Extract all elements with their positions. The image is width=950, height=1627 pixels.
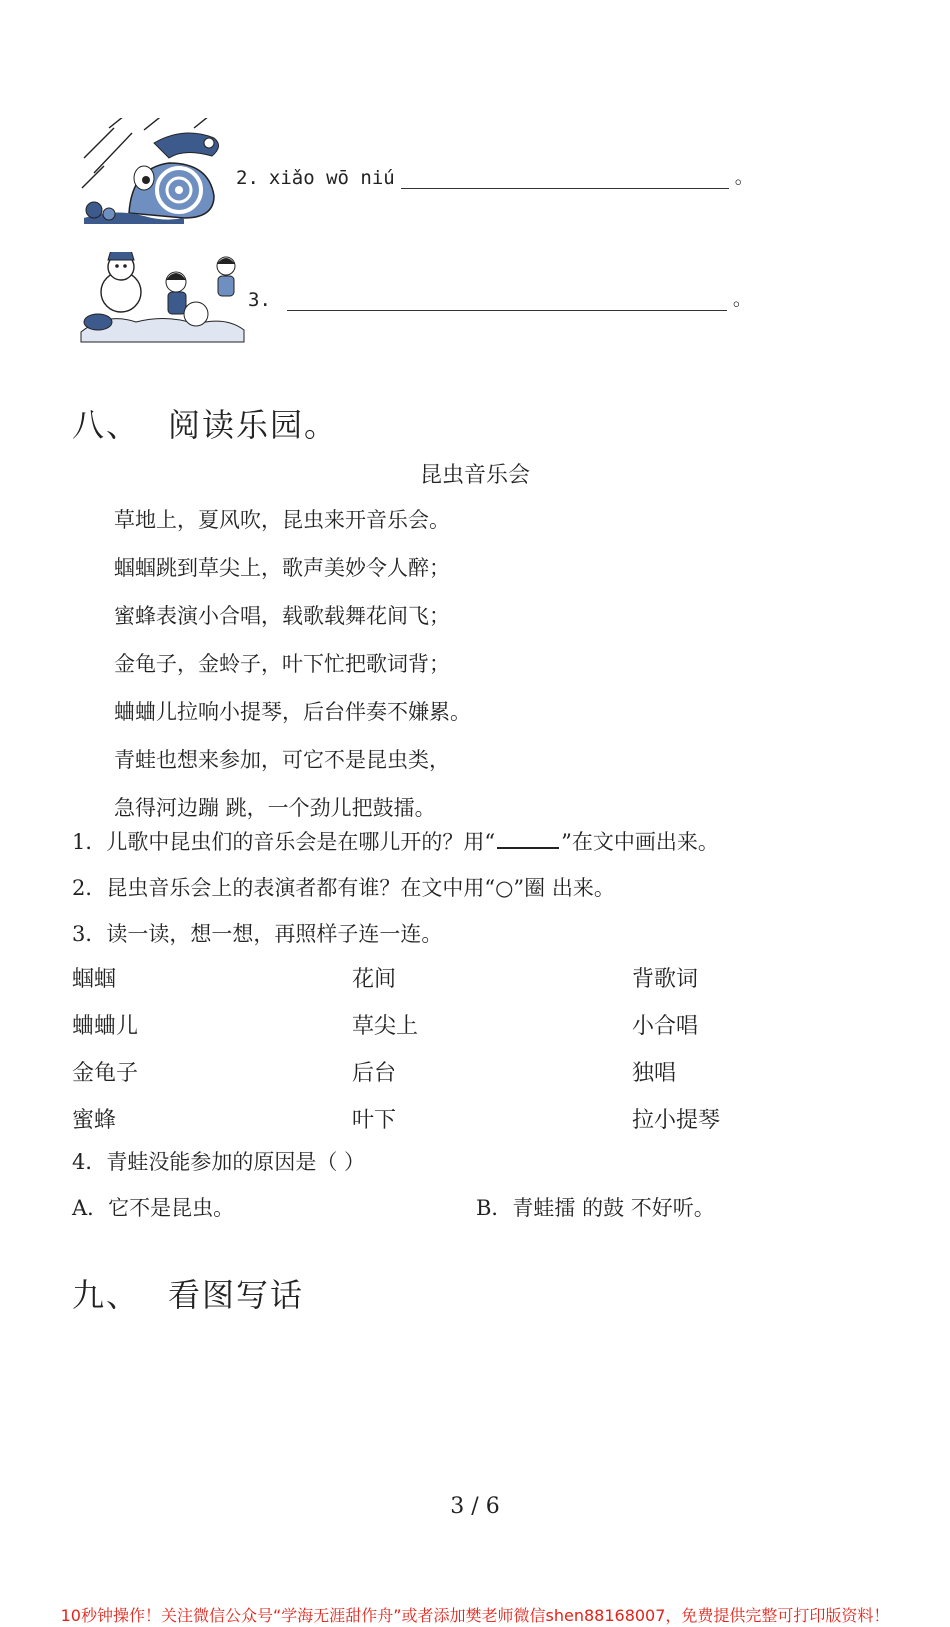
poem-line: 金龟子，金蛉子，叶下忙把歌词背； [114, 652, 450, 676]
section-9-heading [72, 1270, 304, 1316]
match-insect[interactable]: 蜜蜂 [72, 1108, 117, 1133]
match-place[interactable]: 叶下 [352, 1108, 397, 1133]
underline-sample [497, 833, 559, 849]
q7-item-3 [248, 284, 752, 311]
matching-row [72, 962, 720, 1009]
matching-row [72, 1009, 720, 1056]
question-4-option-b[interactable]: B．青蛙擂 的鼓 不好听。 [476, 1196, 715, 1220]
poem-line: 急得河边蹦 跳，一个劲儿把鼓擂。 [114, 796, 436, 820]
match-insect[interactable]: 蝈蝈 [72, 967, 117, 992]
question-2: 2．昆虫音乐会上的表演者都有谁？在文中用“○”圈 出来。 [72, 876, 615, 900]
q7-item-3-answer-blank[interactable] [287, 290, 727, 311]
match-action[interactable]: 背歌词 [632, 967, 699, 992]
question-4-option-a[interactable]: A．它不是昆虫。 [72, 1196, 235, 1220]
question-1-text-before: 1．儿歌中昆虫们的音乐会是在哪儿开的？用“ [72, 830, 496, 854]
match-action[interactable]: 拉小提琴 [632, 1108, 721, 1133]
poem-line: 蜜蜂表演小合唱，载歌载舞花间飞； [114, 604, 450, 628]
section-9-number: 九、 [72, 1276, 141, 1314]
matching-row [72, 1103, 720, 1150]
snail-in-rain-illustration [74, 118, 234, 230]
poem-line: 草地上，夏风吹，昆虫来开音乐会。 [114, 508, 450, 532]
match-insect[interactable]: 金龟子 [72, 1061, 139, 1086]
poem-body [114, 496, 471, 832]
matching-row [72, 1056, 720, 1103]
matching-grid [72, 962, 720, 1150]
match-insect[interactable]: 蛐蛐儿 [72, 1014, 139, 1039]
match-action[interactable]: 独唱 [632, 1061, 677, 1086]
poem-line: 蛐蛐儿拉响小提琴，后台伴奏不嫌累。 [114, 700, 471, 724]
section-8-number: 八、 [72, 406, 141, 444]
q7-item-2-number: 2. [236, 167, 259, 189]
match-place[interactable]: 花间 [352, 967, 397, 992]
poem-line: 青蛙也想来参加，可它不是昆虫类， [114, 748, 450, 772]
question-1 [72, 826, 719, 856]
section-8-heading [72, 400, 338, 446]
q7-item-2-answer-blank[interactable] [401, 168, 729, 189]
question-3: 3．读一读，想一想，再照样子连一连。 [72, 922, 443, 946]
page-number: 3 / 6 [450, 1494, 500, 1519]
children-snowman-illustration [76, 252, 246, 344]
poem-line: 蝈蝈跳到草尖上，歌声美妙令人醉； [114, 556, 450, 580]
question-4: 4．青蛙没能参加的原因是（ ） [72, 1150, 366, 1174]
q7-item-3-end: 。 [732, 288, 752, 310]
poem-title: 昆虫音乐会 [419, 463, 530, 488]
match-place[interactable]: 草尖上 [352, 1014, 419, 1039]
q7-item-3-number: 3. [248, 289, 271, 311]
q7-item-2 [236, 162, 754, 189]
match-place[interactable]: 后台 [352, 1061, 397, 1086]
question-1-text-after: ”在文中画出来。 [561, 830, 719, 854]
footer-promo-text: 10秒钟操作！关注微信公众号“学海无涯甜作舟”或者添加樊老师微信shen88168007，免费提供完整可打印版资料！ [60, 1606, 890, 1625]
q7-item-2-pinyin: xiǎo wō niú [268, 167, 395, 189]
section-8-title: 阅读乐园。 [168, 406, 339, 444]
section-9-title: 看图写话 [168, 1276, 305, 1314]
match-action[interactable]: 小合唱 [632, 1014, 699, 1039]
q7-item-2-end: 。 [734, 166, 754, 188]
